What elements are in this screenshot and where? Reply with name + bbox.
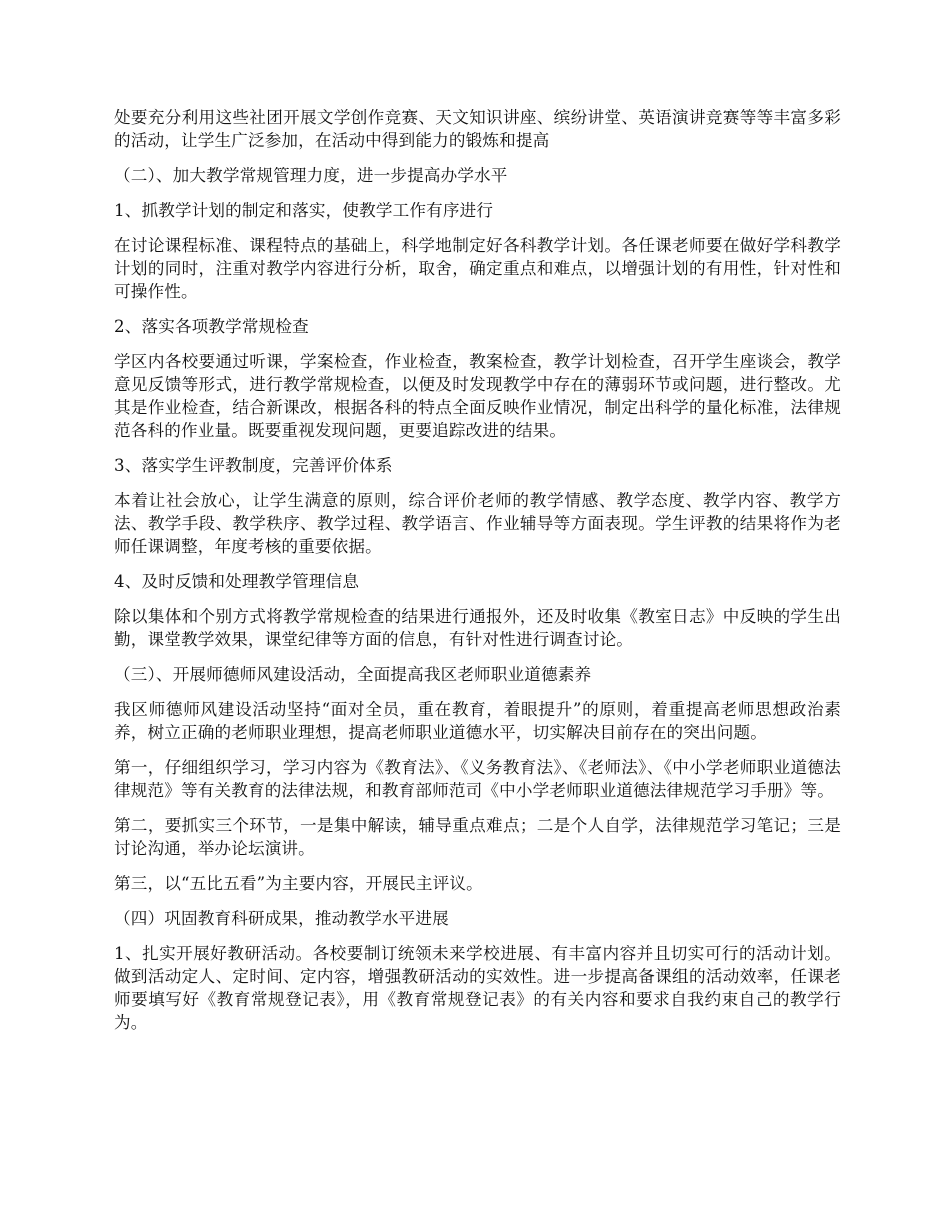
paragraph: 处要充分利用这些社团开展文学创作竞赛、天文知识讲座、缤纷讲堂、英语演讲竞赛等等丰富多彩的活动，让学生广泛参加，在活动中得到能力的锻炼和提高 [114,108,841,150]
paragraph: 我区师德师风建设活动坚持“面对全员，重在教育，着眼提升”的原则，着重提高老师思想政治素养，树立正确的老师职业理想，提高老师职业道德水平，切实解决目前存在的突出问题。 [114,700,841,742]
subsection-heading: 2、落实各项教学常规检查 [114,317,309,336]
paragraph: 本着让社会放心，让学生满意的原则，综合评价老师的教学情感、教学态度、教学内容、教学方法、教学手段、教学秩序、教学过程、教学语言、作业辅导等方面表现。学生评教的结果将作为老师任课调整，年度考核的重要依据。 [114,491,841,556]
paragraph: 除以集体和个别方式将教学常规检查的结果进行通报外，还及时收集《教室日志》中反映的学生出勤，课堂教学效果，课堂纪律等方面的信息，有针对性进行调查讨论。 [114,607,841,649]
paragraph: 第三，以“五比五看”为主要内容，开展民主评议。 [114,874,483,893]
section-heading: （四）巩固教育科研成果，推动教学水平进展 [114,909,449,928]
section-heading: （二）、加大教学常规管理力度，进一步提高办学水平 [114,166,508,185]
subsection-heading: 4、及时反馈和处理教学管理信息 [114,572,360,591]
paragraph: 在讨论课程标准、课程特点的基础上，科学地制定好各科教学计划。各任课老师要在做好学科教学计划的同时，注重对教学内容进行分析，取舍，确定重点和难点，以增强计划的有用性，针对性和可操作性。 [114,236,841,301]
document-body [114,106,841,1046]
paragraph: 第二，要抓实三个环节，一是集中解读，辅导重点难点；二是个人自学，法律规范学习笔记；三是讨论沟通，举办论坛演讲。 [114,816,841,858]
subsection-heading: 1、抓教学计划的制定和落实，使教学工作有序进行 [114,201,494,220]
paragraph: 第一，仔细组织学习，学习内容为《教育法》、《义务教育法》、《老师法》、《中小学老师职业道德法律规范》等有关教育的法律法规，和教育部师范司《中小学老师职业道德法律规范学习手册》等。 [114,758,841,800]
paragraph: 学区内各校要通过听课，学案检查，作业检查，教案检查，教学计划检查，召开学生座谈会，教学意见反馈等形式，进行教学常规检查，以便及时发现教学中存在的薄弱环节或问题，进行整改。尤其是作业检查，结合新课改，根据各科的特点全面反映作业情况，制定出科学的量化标准，法律规范各科的作业量。既要重视发现问题，更要追踪改进的结果。 [114,352,841,440]
subsection-heading: 3、落实学生评教制度，完善评价体系 [114,456,393,475]
paragraph: 1、扎实开展好教研活动。各校要制订统领未来学校进展、有丰富内容并且切实可行的活动计划。做到活动定人、定时间、定内容，增强教研活动的实效性。进一步提高备课组的活动效率，任课老师要填写好《教育常规登记表》，用《教育常规登记表》的有关内容和要求自我约束自己的教学行为。 [114,944,841,1032]
section-heading: （三）、开展师德师风建设活动，全面提高我区老师职业道德素养 [114,665,592,684]
